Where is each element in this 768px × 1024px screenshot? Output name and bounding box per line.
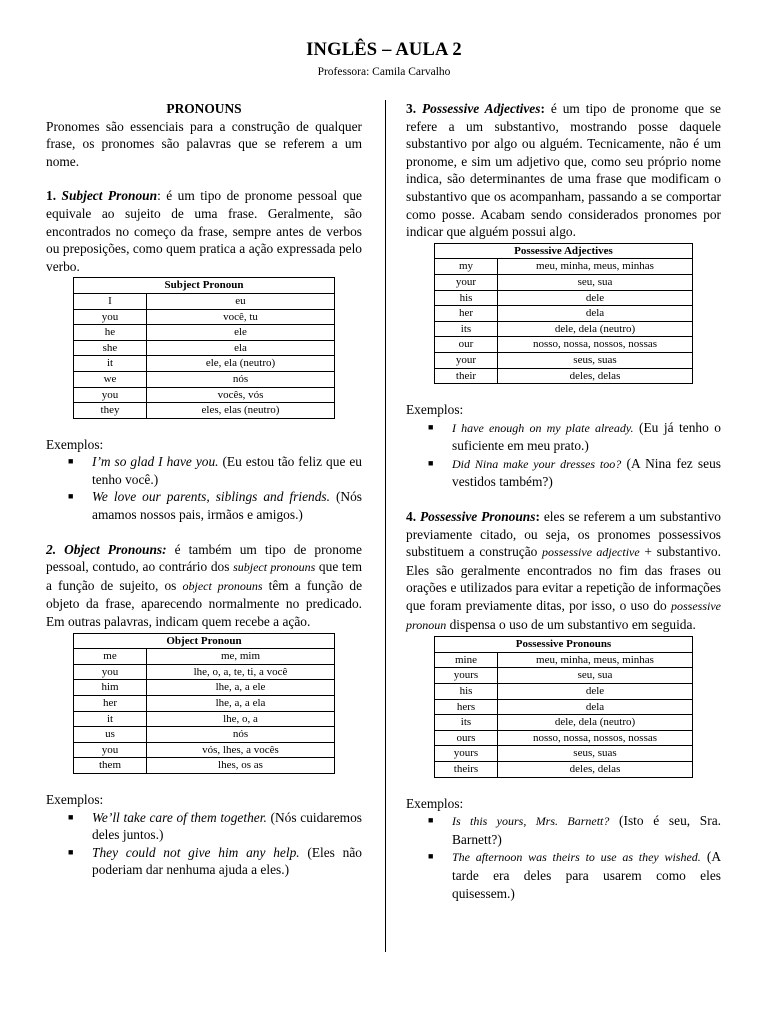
- example-english: They could not give him any help.: [92, 844, 300, 860]
- table-cell: I: [74, 293, 147, 309]
- table-cell: dele: [498, 290, 693, 306]
- table-cell: its: [435, 321, 498, 337]
- table-cell: nosso, nossa, nossos, nossas: [498, 730, 693, 746]
- table-cell: your: [435, 352, 498, 368]
- table-cell: eu: [147, 293, 335, 309]
- table-cell: meu, minha, meus, minhas: [498, 259, 693, 275]
- example-english: I’m so glad I have you.: [92, 454, 219, 470]
- square-bullet-icon: ■: [68, 811, 74, 822]
- table-cell: you: [74, 309, 147, 325]
- list-item: [428, 419, 721, 455]
- possessive-adjectives-table: [434, 243, 693, 384]
- example-english: Is this yours, Mrs. Barnett?: [452, 814, 610, 829]
- table-cell: seus, suas: [498, 352, 693, 368]
- table-row: [435, 668, 693, 684]
- table-row: [74, 371, 335, 387]
- example-english: We’ll take care of them together.: [92, 809, 267, 825]
- table-row: [435, 368, 693, 384]
- section-text: eles se referem a um substantivo previamente citado, ou seja, os pronomes possessivos substituem a construção: [406, 509, 721, 560]
- section-text: : é um tipo de pronome pessoal que equivale ao sujeito de uma frase. Geralmente, são encontrados no começo da frase, sempre antes de verbos ou preposições, como quem pratica a ação expressada pelo verbo.: [46, 188, 362, 274]
- table-cell: her: [74, 696, 147, 712]
- section-number: 4.: [406, 509, 417, 525]
- square-bullet-icon: ■: [68, 846, 74, 857]
- examples-label: Exemplos:: [406, 402, 464, 418]
- table-cell: você, tu: [147, 309, 335, 325]
- italic-term: possessive adjective: [542, 545, 640, 560]
- table-cell: lhe, a, a ela: [147, 696, 335, 712]
- table-cell: theirs: [435, 761, 498, 777]
- table-row: [435, 652, 693, 668]
- table-cell: ele: [147, 325, 335, 341]
- table-cell: its: [435, 715, 498, 731]
- table-header: Possessive Pronouns: [435, 637, 693, 653]
- table-header: Possessive Adjectives: [435, 243, 693, 259]
- example-translation: (Eu estou tão feliz que eu tenho você.): [92, 454, 362, 487]
- table-cell: dela: [498, 699, 693, 715]
- section-title: Possessive Adjectives: [421, 101, 541, 116]
- possessive-pronouns-paragraph: [406, 508, 721, 634]
- examples-list: [46, 809, 362, 879]
- table-cell: you: [74, 664, 147, 680]
- table-row: [435, 259, 693, 275]
- section-colon: :: [540, 101, 545, 116]
- table-cell: my: [435, 259, 498, 275]
- left-column: [46, 100, 362, 879]
- section-heading: PRONOUNS: [166, 101, 242, 116]
- table-header: Object Pronoun: [74, 633, 335, 649]
- table-cell: seu, sua: [498, 668, 693, 684]
- list-item: [68, 809, 362, 844]
- table-row: [435, 684, 693, 700]
- table-cell: me: [74, 649, 147, 665]
- example-translation: (Nós amamos nossos pais, irmãos e amigos.): [92, 489, 362, 523]
- square-bullet-icon: ■: [68, 491, 74, 502]
- column-divider: [385, 100, 386, 952]
- table-row: [435, 290, 693, 306]
- table-cell: dele, dela (neutro): [498, 321, 693, 337]
- example-translation: (Isto é seu, Sra. Barnett?): [452, 813, 721, 847]
- table-row: [435, 699, 693, 715]
- section-text: têm a função de objeto da frase, aparecendo normalmente no predicado. Em outras palavras, indicam quem recebe a ação.: [46, 577, 363, 630]
- example-english: I have enough on my plate already.: [452, 420, 634, 435]
- table-cell: your: [435, 274, 498, 290]
- table-row: [435, 761, 693, 777]
- examples-list: [406, 419, 721, 491]
- section-number: 1.: [46, 188, 57, 204]
- table-cell: nós: [147, 727, 335, 743]
- square-bullet-icon: ■: [428, 815, 434, 826]
- table-row: [435, 715, 693, 731]
- table-row: [74, 293, 335, 309]
- table-cell: dele, dela (neutro): [498, 715, 693, 731]
- table-cell: we: [74, 371, 147, 387]
- table-cell: mine: [435, 652, 498, 668]
- table-cell: it: [74, 711, 147, 727]
- example-english: We love our parents, siblings and friends.: [92, 489, 330, 505]
- table-cell: she: [74, 340, 147, 356]
- italic-term: object pronouns: [182, 578, 263, 593]
- section-title: Possessive Pronouns: [419, 509, 536, 525]
- table-cell: you: [74, 387, 147, 403]
- table-row: [74, 387, 335, 403]
- section-number: 2.: [46, 541, 57, 557]
- subject-pronoun-table: [73, 277, 335, 418]
- possessive-pronouns-table: [434, 636, 693, 777]
- example-translation: (A Nina fez seus vestidos também?): [452, 455, 721, 490]
- examples-list: [406, 812, 721, 902]
- table-cell: lhe, a, a ele: [147, 680, 335, 696]
- table-row: [74, 711, 335, 727]
- table-header: Subject Pronoun: [74, 278, 335, 294]
- list-item: [428, 812, 721, 848]
- table-row: [435, 746, 693, 762]
- example-english: Did Nina make your dresses too?: [452, 456, 622, 471]
- table-cell: hers: [435, 699, 498, 715]
- examples-label: Exemplos:: [406, 795, 464, 811]
- table-row: [435, 274, 693, 290]
- table-row: [74, 356, 335, 372]
- right-column: [406, 100, 721, 902]
- list-item: [68, 453, 362, 488]
- table-cell: lhes, os as: [147, 758, 335, 774]
- section-text: que tem a função de sujeito, os: [46, 559, 362, 593]
- table-row: [74, 680, 335, 696]
- table-cell: lhe, o, a: [147, 711, 335, 727]
- table-cell: their: [435, 368, 498, 384]
- table-cell: yours: [435, 668, 498, 684]
- section-colon: :: [535, 509, 540, 525]
- examples-list: [46, 453, 362, 523]
- table-cell: us: [74, 727, 147, 743]
- section-text: é um tipo de pronome que se refere a um substantivo, mostrando posse daquele substantivo por algo ou alguém. Tecnicamente, não é um pronome, e sim um adjetivo que, como seu próprio nome indica, são determinantes de uma frase que modificam o substantivo que os acompanham, passando a se comportar como posse. Acabam sendo considerados pronomes por indicar que alguém possui algo.: [406, 101, 721, 240]
- list-item: [428, 848, 721, 902]
- square-bullet-icon: ■: [428, 457, 434, 468]
- section-title: Object Pronouns:: [64, 541, 167, 557]
- table-cell: deles, delas: [498, 761, 693, 777]
- section-text: + substantivo. Eles são geralmente encontrados no fim das frases ou orações e utilizados para evitar a repetição de informações que foram previamente ditas, por isso, o uso do: [406, 544, 721, 614]
- table-row: [74, 309, 335, 325]
- square-bullet-icon: ■: [428, 421, 434, 432]
- example-translation: (Eu já tenho o suficiente em meu prato.): [452, 419, 721, 454]
- example-translation: (A tarde era deles para usarem como eles quisessem.): [452, 849, 721, 901]
- example-english: The afternoon was theirs to use as they wished.: [452, 850, 701, 865]
- table-row: [435, 321, 693, 337]
- italic-term: possessive pronoun: [406, 599, 721, 632]
- table-row: [74, 403, 335, 419]
- square-bullet-icon: ■: [428, 851, 434, 862]
- table-row: [435, 306, 693, 322]
- table-row: [74, 325, 335, 341]
- list-item: [68, 844, 362, 879]
- table-cell: them: [74, 758, 147, 774]
- table-cell: yours: [435, 746, 498, 762]
- examples-label: Exemplos:: [46, 791, 104, 807]
- document-header: [0, 40, 768, 78]
- table-cell: he: [74, 325, 147, 341]
- square-bullet-icon: ■: [68, 456, 74, 467]
- table-cell: they: [74, 403, 147, 419]
- subject-pronoun-paragraph: [46, 187, 362, 275]
- document-title: INGLÊS – AULA 2: [306, 40, 462, 60]
- table-row: [74, 742, 335, 758]
- table-row: [74, 340, 335, 356]
- table-row: [74, 727, 335, 743]
- section-text: é também um tipo de pronome pessoal, contudo, ao contrário dos: [46, 541, 362, 575]
- example-translation: (Nós cuidaremos deles juntos.): [92, 809, 362, 843]
- object-pronoun-table: [73, 633, 335, 774]
- table-cell: lhe, o, a, te, ti, a você: [147, 664, 335, 680]
- section-number: 3.: [406, 101, 417, 116]
- table-cell: nosso, nossa, nossos, nossas: [498, 337, 693, 353]
- table-cell: you: [74, 742, 147, 758]
- table-cell: seus, suas: [498, 746, 693, 762]
- section-title: Subject Pronoun: [61, 188, 158, 204]
- possessive-adjectives-paragraph: [406, 100, 721, 241]
- table-cell: vós, lhes, a vocês: [147, 742, 335, 758]
- table-cell: it: [74, 356, 147, 372]
- table-cell: his: [435, 290, 498, 306]
- table-cell: nós: [147, 371, 335, 387]
- document-subtitle: Professora: Camila Carvalho: [317, 66, 451, 78]
- table-row: [74, 758, 335, 774]
- table-cell: seu, sua: [498, 274, 693, 290]
- object-pronoun-paragraph: [46, 541, 362, 631]
- table-cell: vocês, vós: [147, 387, 335, 403]
- table-cell: dele: [498, 684, 693, 700]
- table-row: [435, 337, 693, 353]
- intro-paragraph: Pronomes são essenciais para a construção de qualquer frase, os pronomes são palavras que se referem a um nome.: [46, 118, 362, 169]
- italic-term: subject pronouns: [233, 560, 316, 575]
- table-cell: him: [74, 680, 147, 696]
- table-cell: his: [435, 684, 498, 700]
- table-row: [435, 730, 693, 746]
- table-row: [74, 696, 335, 712]
- list-item: [68, 488, 362, 523]
- section-text: dispensa o uso de um substantivo em seguida.: [446, 616, 696, 632]
- table-cell: ele, ela (neutro): [147, 356, 335, 372]
- table-row: [435, 352, 693, 368]
- table-cell: me, mim: [147, 649, 335, 665]
- table-row: [74, 649, 335, 665]
- table-cell: her: [435, 306, 498, 322]
- table-cell: our: [435, 337, 498, 353]
- examples-label: Exemplos:: [46, 436, 104, 452]
- table-cell: eles, elas (neutro): [147, 403, 335, 419]
- table-cell: ours: [435, 730, 498, 746]
- table-cell: ela: [147, 340, 335, 356]
- list-item: [428, 455, 721, 491]
- table-cell: deles, delas: [498, 368, 693, 384]
- table-cell: meu, minha, meus, minhas: [498, 652, 693, 668]
- table-row: [74, 664, 335, 680]
- table-cell: dela: [498, 306, 693, 322]
- example-translation: (Eles não poderiam dar nenhuma ajuda a eles.): [92, 844, 362, 878]
